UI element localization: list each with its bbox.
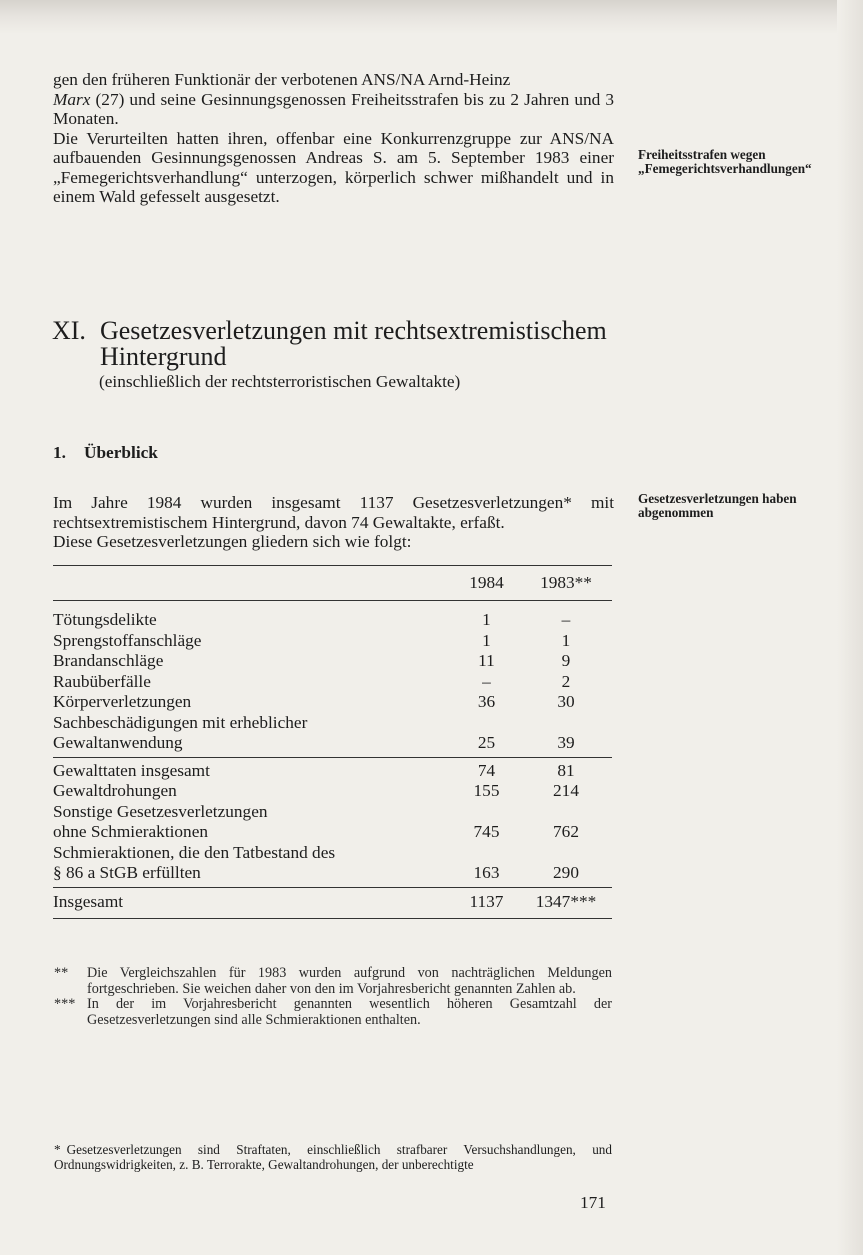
note-mark: ** [54,965,69,981]
table-row [53,843,612,864]
total-label: Insgesamt [53,887,453,918]
row-1984: 36 [477,692,496,711]
row-1983: 30 [557,692,575,711]
table-row [53,757,612,781]
table-total-row [53,887,612,918]
row-label: Tötungsdelikte [53,610,157,629]
total-1983: 1347*** [520,887,612,918]
intro-line-2-text: (27) und seine Gesinnungsgenossen Freiheitsstrafen bis zu 2 Jahren und 3 Monaten. [53,89,614,128]
row-label: Brandanschläge [53,651,164,670]
row-1984: 1 [482,630,491,650]
row-1983: 81 [520,757,612,781]
table-note [54,997,612,1028]
table-row [53,863,612,887]
row-1983 [520,843,612,864]
header-label [53,566,453,601]
row-label: Gewaltdrohungen [53,781,177,800]
row-1984 [453,802,520,823]
note-text: In der im Vorjahresbericht genannten wesentlich höheren Gesamtzahl der Gesetzesverletzungen sind alle Schmieraktionen enthalten. [87,996,612,1028]
overview-paragraph [53,493,614,552]
row-1983: 290 [553,863,579,882]
row-1984: 11 [478,651,495,670]
margin-note-abgenommen: Gesetzesverletzungen haben abgenommen [638,491,797,520]
table-row [53,781,612,802]
table-row [53,601,612,631]
header-1983: 1983** [520,566,612,601]
intro-text [53,70,614,207]
row-1983: – [561,610,571,629]
table-row [53,822,612,843]
intro-line-2 [53,90,614,129]
row-1983 [520,802,612,823]
statistics-table [53,565,612,919]
row-1984: – [482,671,491,691]
row-1983: 9 [561,651,571,670]
table-row [53,713,612,734]
row-1984 [453,843,520,864]
row-1984: 25 [477,733,496,752]
row-1984 [453,713,520,734]
intro-paragraph-2: Die Verurteilten hatten ihren, offenbar eine Konkurrenzgruppe zur ANS/NA aufbauenden Gesinnungsgenossen Andreas S. am 5. September 1983 einer „Femegerichtsverhandlung“ unterzogen, körperlich schwer mißhandelt und in einem Wald gefesselt ausgesetzt. [53,128,614,206]
table-row [53,672,612,693]
row-1984: 74 [453,757,520,781]
margin-note-femegericht: Freiheitsstrafen wegen „Femegerichtsverhandlungen“ [638,147,812,176]
scan-shadow-top [0,0,863,34]
row-label: Sonstige Gesetzesverletzungen [53,801,268,821]
intro-italic-name: Marx [53,89,91,109]
subsection-title: Überblick [83,443,158,462]
section-subtitle: (einschließlich der rechtsterroristischen Gewaltakte) [99,372,461,391]
table-row [53,692,612,713]
table-note [54,966,612,997]
header-1984: 1984 [453,566,520,601]
subsection-heading [53,443,158,463]
row-label: Raubüberfälle [53,671,151,691]
row-label: Gewaltanwendung [53,733,183,752]
overview-text: Im Jahre 1984 wurden insgesamt 1137 Gesetzesverletzungen* mit rechtsextremistischem Hintergrund, davon 74 Gewaltakte, erfaßt. [53,493,614,532]
scan-shadow-right [837,0,863,1255]
table-row [53,631,612,652]
section-heading-line [52,318,612,370]
table-row [53,802,612,823]
row-1984: 155 [473,781,500,800]
row-1983: 1 [561,630,571,650]
overview-text-2: Diese Gesetzesverletzungen gliedern sich wie folgt: [53,532,412,551]
section-number: XI. [52,316,86,345]
row-1983: 762 [553,822,579,841]
table-header-row [53,566,612,601]
row-label: Sachbeschädigungen mit erheblicher [53,712,308,732]
intro-line-1: gen den früheren Funktionär der verbotenen ANS/NA Arnd-Heinz [53,70,511,89]
row-1983: 39 [557,733,575,752]
row-label: Sprengstoffanschläge [53,630,202,650]
row-label: ohne Schmieraktionen [53,822,209,841]
table-notes [54,966,612,1028]
page-number: 171 [580,1193,606,1212]
note-text: Die Vergleichszahlen für 1983 wurden aufgrund von nachträglichen Meldungen fortgeschrieben. Sie weichen daher von den im Vorjahresbericht genannten Zahlen ab. [87,965,612,997]
footnote-mark: * [54,1142,61,1157]
note-mark: *** [54,996,76,1013]
row-label: Schmieraktionen, die den Tatbestand des [53,842,336,862]
row-label: § 86 a StGB erfüllten [53,863,201,882]
row-1983 [520,713,612,734]
row-1983: 2 [561,671,571,691]
total-1984: 1137 [453,887,520,918]
table-row [53,733,612,757]
page-footnote [54,1142,612,1172]
section-heading [52,318,612,392]
footnote-text: Gesetzesverletzungen sind Straftaten, einschließlich strafbarer Versuchshandlungen, und Ordnungswidrigkeiten, z. B. Terrorakte, Gewaltandrohungen, der unberechtigte [54,1142,612,1172]
row-1984: 163 [473,863,500,882]
row-label: Gewalttaten insgesamt [53,757,453,781]
row-1983: 214 [553,781,579,800]
row-1984: 1 [482,610,491,629]
subsection-number: 1. [53,443,66,462]
row-label: Körperverletzungen [53,692,192,711]
section-title: Gesetzesverletzungen mit rechtsextremistischem Hintergrund [99,316,607,371]
table-row [53,651,612,672]
row-1984: 745 [473,822,500,841]
